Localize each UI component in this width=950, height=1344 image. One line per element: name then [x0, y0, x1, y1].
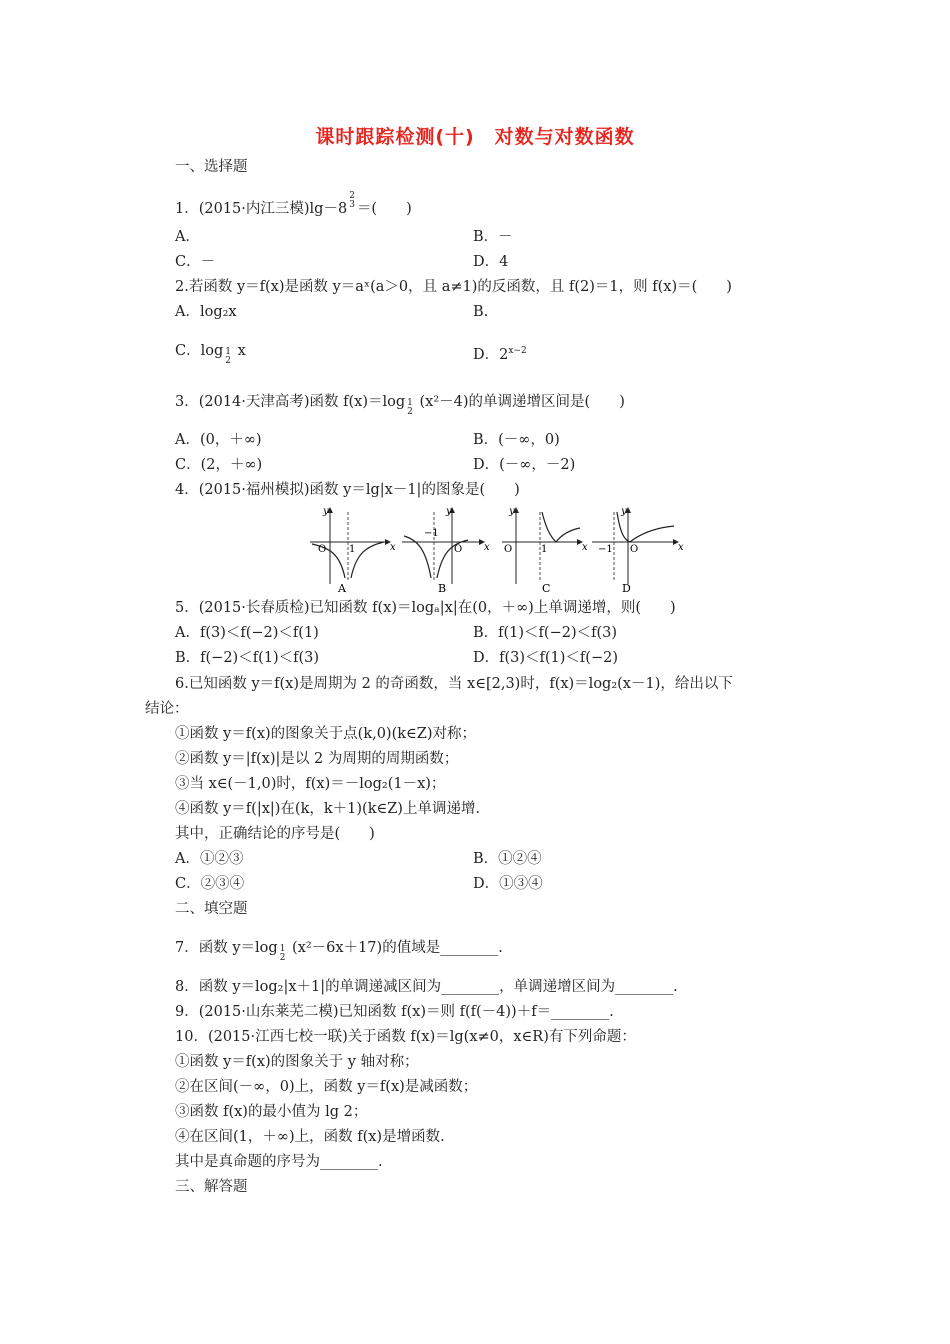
q6-option-b: B．①②④ — [473, 851, 542, 867]
svg-text:−1: −1 — [424, 528, 439, 539]
q1-option-b: B．－ — [473, 229, 513, 245]
q10-question: 其中是真命题的序号为________. — [175, 1154, 383, 1170]
q6-stem-continued: 结论： — [145, 701, 189, 717]
q3-option-c: C．(2，＋∞) — [175, 457, 263, 473]
svg-text:−1: −1 — [598, 544, 613, 555]
q1-option-c: C．－ — [175, 254, 216, 270]
q6-option-d: D．①③④ — [473, 876, 543, 892]
q6-option-a: A．①②③ — [175, 851, 244, 867]
svg-text:B: B — [438, 582, 447, 595]
q6-question: 其中，正确结论的序号是( ) — [175, 826, 375, 842]
svg-text:O: O — [454, 544, 463, 555]
q5-option-a: A．f(3)＜f(−2)＜f(1) — [175, 625, 319, 641]
question-5: 5．(2015·长春质检)已知函数 f(x)＝logₐ|x|在(0，＋∞)上单调递增，则( ) — [175, 600, 676, 616]
q2-option-c: C．log 1 2 x — [175, 343, 246, 366]
q5-option-c: B．f(−2)＜f(1)＜f(3) — [175, 650, 320, 666]
q10-item-4: ④在区间(1，＋∞)上，函数 f(x)是增函数. — [175, 1129, 445, 1145]
q6-item-3: ③当 x∈(－1,0)时，f(x)＝－log₂(1－x)； — [175, 776, 446, 792]
svg-text:x: x — [582, 542, 588, 553]
svg-text:1: 1 — [541, 544, 548, 555]
svg-text:D: D — [622, 582, 631, 595]
svg-text:O: O — [630, 544, 639, 555]
svg-text:C: C — [542, 582, 551, 595]
q6-item-1: ①函数 y＝f(x)的图象关于点(k,0)(k∈Z)对称； — [175, 726, 477, 742]
svg-text:y: y — [621, 506, 627, 517]
svg-text:y: y — [446, 506, 452, 517]
graph-a — [310, 506, 396, 595]
graph-b — [402, 506, 490, 595]
q1-option-d: D．4 — [473, 254, 509, 270]
svg-text:1: 1 — [349, 544, 356, 555]
q1-exponent: 2 3 — [349, 191, 355, 210]
section-heading: 二、填空题 — [175, 901, 248, 917]
q3-option-b: B．(－∞，0) — [473, 432, 560, 448]
q10-item-1: ①函数 y＝f(x)的图象关于 y 轴对称； — [175, 1054, 419, 1070]
section-heading: 一、选择题 — [175, 159, 248, 175]
q1-tail: ＝( ) — [356, 201, 412, 217]
svg-text:O: O — [318, 544, 327, 555]
q10-item-2: ②在区间(－∞，0)上，函数 y＝f(x)是减函数； — [175, 1079, 478, 1095]
q6-item-2: ②函数 y＝|f(x)|是以 2 为周期的周期函数； — [175, 751, 459, 767]
svg-text:A: A — [338, 582, 346, 595]
graph-c — [502, 506, 588, 595]
page-title: 课时跟踪检测(十) 对数与对数函数 — [315, 126, 635, 148]
svg-text:x: x — [484, 542, 490, 553]
q6-item-4: ④函数 y＝f(|x|)在(k，k＋1)(k∈Z)上单调递增. — [175, 801, 481, 817]
question-8: 8．函数 y＝log₂|x＋1|的单调递减区间为________，单调递增区间为________. — [175, 979, 678, 995]
q5-option-b: B．f(1)＜f(−2)＜f(3) — [473, 625, 618, 641]
svg-text:y: y — [509, 506, 515, 517]
question-7: 7．函数 y＝log 1 2 (x²－6x＋17)的值域是________. — [175, 940, 503, 963]
svg-text:y: y — [323, 506, 329, 517]
q2-option-d: D．$2^{x-2}$ — [473, 346, 527, 363]
q3-option-d: D．(－∞，－2) — [473, 457, 576, 473]
question-1 — [175, 192, 412, 218]
graph-d — [592, 506, 684, 595]
q1-option-a: A． — [175, 229, 200, 245]
q4-graph-options — [310, 504, 684, 595]
svg-text:x: x — [390, 542, 396, 553]
q3-option-a: A．(0，＋∞) — [175, 432, 262, 448]
svg-text:x: x — [678, 542, 684, 553]
question-3: 3．(2014·天津高考)函数 f(x)＝log 1 2 (x²－4)的单调递增区间是( ) — [175, 394, 625, 417]
question-2: 2.若函数 y＝f(x)是函数 y＝aˣ(a＞0，且 a≠1)的反函数，且 f(2)＝1，则 f(x)＝( ) — [175, 279, 732, 295]
q10-item-3: ③函数 f(x)的最小值为 lg 2； — [175, 1104, 368, 1120]
q6-option-c: C．②③④ — [175, 876, 245, 892]
q2-option-b: B. — [473, 304, 489, 320]
svg-text:O: O — [504, 544, 513, 555]
question-6: 6.已知函数 y＝f(x)是周期为 2 的奇函数，当 x∈[2,3)时，f(x)＝log₂(x－1)，给出以下 — [175, 676, 733, 692]
question-10: 10．(2015·江西七校一联)关于函数 f(x)＝lg(x≠0，x∈R)有下列命题： — [175, 1029, 636, 1045]
section-heading: 三、解答题 — [175, 1179, 248, 1195]
question-4: 4．(2015·福州模拟)函数 y＝lg|x－1|的图象是( ) — [175, 482, 520, 498]
q5-option-d: D．f(3)＜f(1)＜f(−2) — [473, 650, 618, 666]
q2-option-a: A．log₂x — [175, 304, 237, 320]
q1-stem: 1．(2015·内江三模)lg－8 — [175, 201, 348, 217]
question-9: 9．(2015·山东莱芜二模)已知函数 f(x)＝则 f(f(－4))＋f＝________. — [175, 1004, 614, 1020]
